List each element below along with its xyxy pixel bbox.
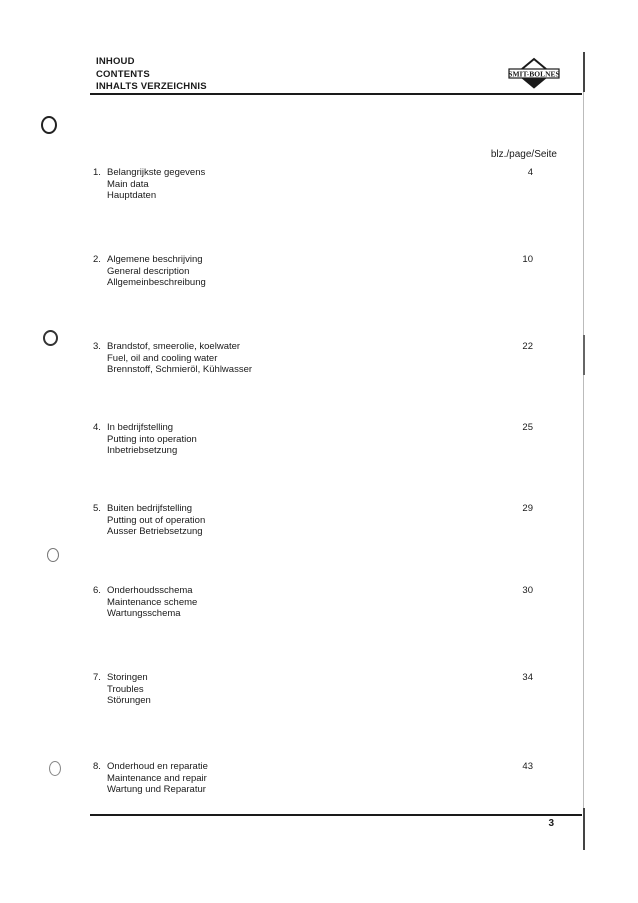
entry-page: 10 xyxy=(522,254,533,265)
page-number: 3 xyxy=(548,818,554,829)
entry-title-en: Fuel, oil and cooling water xyxy=(107,352,218,364)
entry-title-en: Main data xyxy=(107,178,149,190)
entry-title-en: Maintenance and repair xyxy=(107,772,207,784)
entry-page: 43 xyxy=(522,761,533,772)
toc-entry-8 xyxy=(93,761,533,796)
toc-entry-1 xyxy=(93,167,533,202)
entry-page: 22 xyxy=(522,341,533,352)
entry-page: 4 xyxy=(527,167,533,178)
entry-title-de: Wartung und Reparatur xyxy=(107,784,206,795)
punch-hole-2 xyxy=(43,330,58,346)
entry-title-nl: In bedrijfstelling xyxy=(107,422,174,433)
entry-number: 3. xyxy=(93,341,101,352)
page-edge-mark xyxy=(583,335,585,375)
entry-title-en: Putting into operation xyxy=(107,433,197,445)
entry-title-de: Inbetriebsetzung xyxy=(107,445,178,456)
entry-title-nl: Belangrijkste gegevens xyxy=(107,167,206,178)
entry-page: 30 xyxy=(522,585,533,596)
entry-title-en: Putting out of operation xyxy=(107,514,206,526)
entry-title-de: Störungen xyxy=(107,695,151,706)
entry-page: 29 xyxy=(522,503,533,514)
title-german: INHALTS VERZEICHNIS xyxy=(96,81,207,92)
title-english: CONTENTS xyxy=(96,68,150,80)
entry-page: 34 xyxy=(522,672,533,683)
logo-text: SMIT-BOLNES xyxy=(508,69,560,79)
entry-title-de: Wartungsschema xyxy=(107,608,181,619)
entry-number: 1. xyxy=(93,167,101,178)
toc-entry-2 xyxy=(93,254,533,289)
entry-title-nl: Storingen xyxy=(107,672,148,683)
entry-title-de: Allgemeinbeschreibung xyxy=(107,277,206,288)
entry-page: 25 xyxy=(522,422,533,433)
entry-title-de: Ausser Betriebsetzung xyxy=(107,526,203,537)
entry-title-en: Troubles xyxy=(107,683,144,695)
page-edge-mark xyxy=(583,52,585,92)
entry-title-en: Maintenance scheme xyxy=(107,596,198,608)
punch-hole-1 xyxy=(41,116,57,134)
entry-number: 8. xyxy=(93,761,101,772)
entry-number: 7. xyxy=(93,672,101,683)
toc-entry-3 xyxy=(93,341,533,376)
page-edge-line xyxy=(583,60,584,850)
entry-title-nl: Buiten bedrijfstelling xyxy=(107,503,193,514)
entry-number: 4. xyxy=(93,422,101,433)
header-rule xyxy=(90,93,582,95)
entry-title-en: General description xyxy=(107,265,190,277)
entry-number: 2. xyxy=(93,254,101,265)
title-dutch: INHOUD xyxy=(96,56,135,67)
entry-title-nl: Algemene beschrijving xyxy=(107,254,203,265)
footer-rule xyxy=(90,814,582,816)
entry-number: 5. xyxy=(93,503,101,514)
toc-entry-6 xyxy=(93,585,533,620)
toc-entry-7 xyxy=(93,672,533,707)
punch-hole-4 xyxy=(49,761,61,776)
entry-title-nl: Onderhoudsschema xyxy=(107,585,193,596)
toc-entry-4 xyxy=(93,422,533,457)
entry-title-nl: Brandstof, smeerolie, koelwater xyxy=(107,341,241,352)
punch-hole-3 xyxy=(47,548,59,562)
smit-bolnes-logo xyxy=(508,55,560,95)
toc-entry-5 xyxy=(93,503,533,538)
header-titles xyxy=(96,56,207,94)
page-edge-mark xyxy=(583,808,585,850)
entry-title-de: Brennstoff, Schmieröl, Kühlwasser xyxy=(107,364,253,375)
entry-title-de: Hauptdaten xyxy=(107,190,157,201)
entry-number: 6. xyxy=(93,585,101,596)
page-column-label: blz./page/Seite xyxy=(490,149,557,160)
entry-title-nl: Onderhoud en reparatie xyxy=(107,761,208,772)
